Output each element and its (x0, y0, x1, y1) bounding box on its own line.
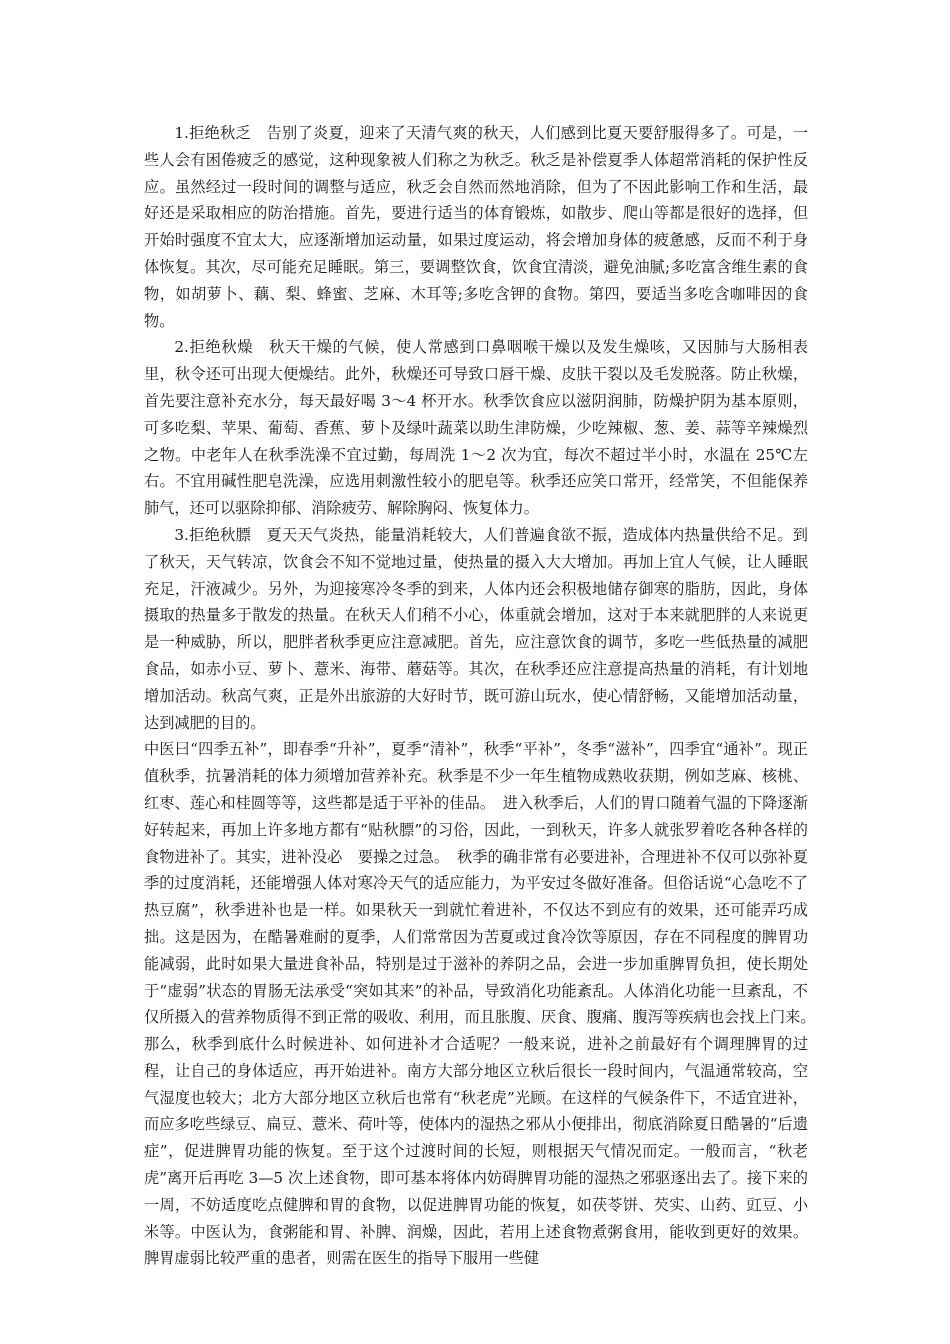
paragraph-autumn-dryness: 2.拒绝秋燥 秋天干燥的气候，使人常感到口鼻咽喉干燥以及发生燥咳，又因肺与大肠相表里，秋令还可出现大便燥结。此外，秋燥还可导致口唇干燥、皮肤干裂以及毛发脱落。防止秋燥，首先要注意补充水分，每天最好喝 3～4 杯开水。秋季饮食应以滋阴润肺，防燥护阴为基本原则，可多吃梨、苹果、葡萄、香蕉、萝卜及绿叶蔬菜以助生津防燥，少吃辣椒、葱、姜、蒜等辛辣燥烈之物。中老年人在秋季洗澡不宜过勤，每周洗 1～2 次为宜，每次不超过半小时，水温在 25℃左右。不宜用碱性肥皂洗澡，应选用刺激性较小的肥皂等。秋季还应笑口常开，经常笑，不但能保养肺气，还可以驱除抑郁、消除疲劳、解除胸闷、恢复体力。 (144, 338, 808, 518)
document-body (144, 120, 824, 1272)
paragraph-autumn-tonics: 中医曰“四季五补”，即春季“升补”，夏季“清补”，秋季“平补”，冬季“滋补”，四季宜“通补”。现正值秋季，抗暑消耗的体力须增加营养补充。秋季是不少一年生植物成熟收获期，例如芝麻、核桃、红枣、莲心和桂圆等等，这些都是适于平补的佳品。 进入秋季后，人们的胃口随着气温的下降逐渐好转起来，再加上许多地方都有“贴秋膘”的习俗，因此，一到秋天，许多人就张罗着吃各种各样的食物进补了。其实，进补没必 要操之过急。 秋季的确非常有必要进补，合理进补不仅可以弥补夏季的过度消耗，还能增强人体对寒冷天气的适应能力，为平安过冬做好准备。但俗话说“心急吃不了热豆腐”，秋季进补也是一样。如果秋天一到就忙着进补，不仅达不到应有的效果，还可能弄巧成拙。这是因为，在酷暑难耐的夏季，人们常常因为苦夏或过食冷饮等原因，存在不同程度的脾胃功能减弱，此时如果大量进食补品，特别是过于滋补的养阴之品，会进一步加重脾胃负担，使长期处于“虚弱”状态的胃肠无法承受“突如其来”的补品，导致消化功能紊乱。人体消化功能一旦紊乱，不仅所摄入的营养物质得不到正常的吸收、利用，而且胀腹、厌食、腹痛、腹泻等疾病也会找上门来。 那么，秋季到底什么时候进补、如何进补才合适呢？一般来说，进补之前最好有个调理脾胃的过程，让自己的身体适应，再开始进补。南方大部分地区立秋后很长一段时间内，气温通常较高，空气湿度也较大；北方大部分地区立秋后也常有“秋老虎”光顾。在这样的气候条件下，不适宜进补，而应多吃些绿豆、扁豆、薏米、荷叶等，使体内的湿热之邪从小便排出，彻底消除夏日酷暑的“后遗症”，促进脾胃功能的恢复。至于这个过渡时间的长短，则根据天气情况而定。一般而言，“秋老虎”离开后再吃 3—5 次上述食物，即可基本将体内妨碍脾胃功能的湿热之邪驱逐出去了。接下来的一周，不妨适度吃点健脾和胃的食物，以促进脾胃功能的恢复，如茯苓饼、芡实、山药、豇豆、小米等。中医认为，食粥能和胃、补脾、润燥，因此，若用上述食物煮粥食用，能收到更好的效果。脾胃虚弱比较严重的患者，则需在医生的指导下服用一些健 (144, 740, 824, 1268)
paragraph-autumn-fatigue: 1.拒绝秋乏 告别了炎夏，迎来了天清气爽的秋天，人们感到比夏天要舒服得多了。可是，一些人会有困倦疲乏的感觉，这种现象被人们称之为秋乏。秋乏是补偿夏季人体超常消耗的保护性反应。虽然经过一段时间的调整与适应，秋乏会自然而然地消除，但为了不因此影响工作和生活，最好还是采取相应的防治措施。首先，要进行适当的体育锻炼，如散步、爬山等都是很好的选择，但开始时强度不宜太大，应逐渐增加运动量，如果过度运动，将会增加身体的疲惫感，反而不利于身体恢复。其次，尽可能充足睡眠。第三，要调整饮食，饮食宜清淡，避免油腻;多吃富含维生素的食物，如胡萝卜、藕、梨、蜂蜜、芝麻、木耳等;多吃含钾的食物。第四，要适当多吃含咖啡因的食物。 (144, 124, 808, 330)
paragraph-autumn-weight: 3.拒绝秋膘 夏天天气炎热，能量消耗较大，人们普遍食欲不振，造成体内热量供给不足。到了秋天，天气转凉，饮食会不知不觉地过量，使热量的摄入大大增加。再加上宜人气候，让人睡眠充足，汗液减少。另外，为迎接寒冷冬季的到来，人体内还会积极地储存御寒的脂肪，因此，身体摄取的热量多于散发的热量。在秋天人们稍不小心，体重就会增加，这对于本来就肥胖的人来说更是一种威胁，所以，肥胖者秋季更应注意减肥。首先，应注意饮食的调节，多吃一些低热量的减肥食品，如赤小豆、萝卜、薏米、海带、蘑菇等。其次，在秋季还应注意提高热量的消耗，有计划地增加活动。秋高气爽，正是外出旅游的大好时节，既可游山玩水，使心情舒畅，又能增加活动量，达到减肥的目的。 (144, 525, 808, 732)
